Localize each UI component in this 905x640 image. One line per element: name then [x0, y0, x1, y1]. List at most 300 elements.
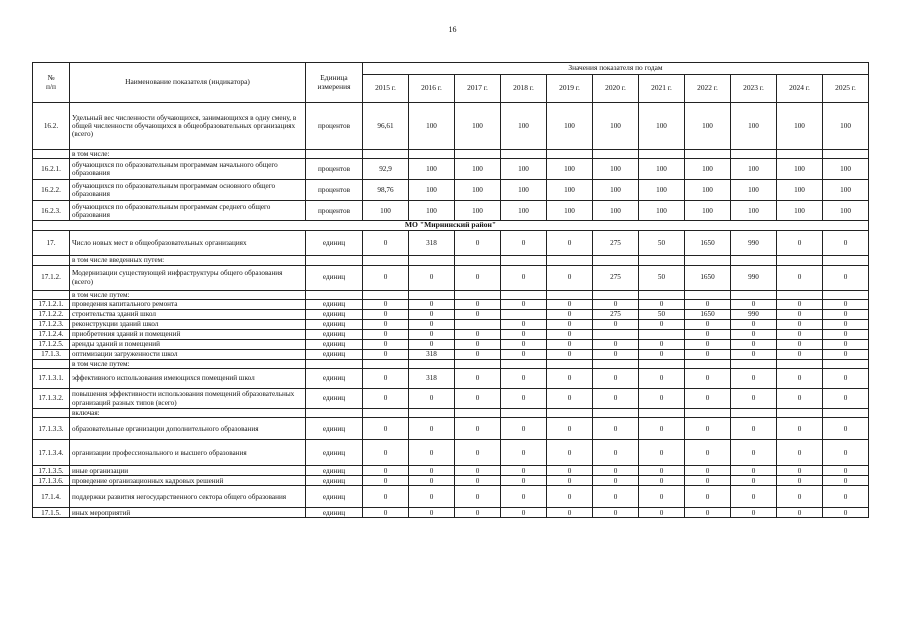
row-unit [306, 256, 363, 265]
row-value: 0 [593, 369, 639, 389]
table-row [33, 319, 869, 329]
row-value: 1650 [685, 231, 731, 256]
table-row [33, 309, 869, 319]
row-value [777, 359, 823, 368]
row-unit: единиц [306, 231, 363, 256]
row-value: 100 [639, 201, 685, 221]
row-value: 0 [823, 486, 869, 508]
row-unit: единиц [306, 486, 363, 508]
row-unit: единиц [306, 329, 363, 339]
row-value: 0 [363, 329, 409, 339]
row-name: строительства зданий школ [70, 309, 306, 319]
row-unit: единиц [306, 349, 363, 359]
row-number: 17.1.3.2. [33, 389, 70, 409]
row-name: реконструкции зданий школ [70, 319, 306, 329]
row-value: 0 [455, 329, 501, 339]
row-unit: единиц [306, 389, 363, 409]
row-value [639, 256, 685, 265]
row-unit: единиц [306, 319, 363, 329]
row-value: 0 [777, 329, 823, 339]
row-unit [306, 409, 363, 418]
row-name: в том числе путем: [70, 359, 306, 368]
row-value: 0 [547, 339, 593, 349]
row-value: 0 [501, 476, 547, 486]
row-value: 0 [823, 339, 869, 349]
row-value: 0 [409, 299, 455, 309]
row-value: 0 [639, 369, 685, 389]
row-value [685, 359, 731, 368]
row-value [501, 309, 547, 319]
row-value: 0 [409, 319, 455, 329]
table-row [33, 389, 869, 409]
row-value: 0 [501, 486, 547, 508]
row-value: 0 [455, 508, 501, 518]
row-value: 100 [685, 103, 731, 150]
row-value [455, 256, 501, 265]
row-value: 0 [363, 476, 409, 486]
row-value: 0 [685, 466, 731, 476]
row-value [593, 359, 639, 368]
row-value: 0 [363, 486, 409, 508]
row-unit: единиц [306, 418, 363, 440]
row-value: 100 [823, 180, 869, 201]
row-value: 0 [823, 349, 869, 359]
row-unit: единиц [306, 369, 363, 389]
header-year: 2022 г. [685, 75, 731, 103]
row-name: эффективного использования имеющихся помещений школ [70, 369, 306, 389]
row-value [593, 329, 639, 339]
row-number: 17. [33, 231, 70, 256]
row-value: 0 [501, 508, 547, 518]
row-unit: единиц [306, 299, 363, 309]
header-year: 2019 г. [547, 75, 593, 103]
row-value [777, 150, 823, 159]
row-value: 0 [777, 418, 823, 440]
row-value: 318 [409, 369, 455, 389]
row-unit: процентов [306, 159, 363, 180]
row-value [823, 409, 869, 418]
row-name: поддержки развития негосударственного сектора общего образования [70, 486, 306, 508]
row-value: 0 [685, 389, 731, 409]
row-unit [306, 150, 363, 159]
row-value: 0 [685, 319, 731, 329]
header-year: 2024 г. [777, 75, 823, 103]
row-value: 0 [363, 349, 409, 359]
row-value: 0 [639, 339, 685, 349]
row-name: обучающихся по образовательным программам среднего общего образования [70, 201, 306, 221]
header-year: 2023 г. [731, 75, 777, 103]
row-value: 0 [593, 339, 639, 349]
row-value [363, 150, 409, 159]
row-value: 100 [639, 103, 685, 150]
row-value: 100 [547, 103, 593, 150]
row-value: 100 [777, 201, 823, 221]
section-title: МО "Мирнинский район" [33, 221, 869, 231]
row-value: 0 [731, 299, 777, 309]
table-row [33, 369, 869, 389]
row-value: 0 [731, 476, 777, 486]
row-name: Удельный вес численности обучающихся, занимающихся в одну смену, в общей численности обучающихся в общеобразовательных организациях (всего) [70, 103, 306, 150]
row-name: в том числе введенных путем: [70, 256, 306, 265]
row-value: 0 [547, 418, 593, 440]
row-value: 0 [777, 299, 823, 309]
row-value [455, 319, 501, 329]
row-value: 100 [731, 201, 777, 221]
row-value: 0 [547, 329, 593, 339]
row-value [363, 256, 409, 265]
row-value: 0 [547, 319, 593, 329]
row-value: 275 [593, 265, 639, 290]
table-row [33, 359, 869, 368]
row-value: 0 [501, 349, 547, 359]
row-value: 0 [409, 339, 455, 349]
row-number [33, 150, 70, 159]
row-name: приобретения зданий и помещений [70, 329, 306, 339]
row-value [363, 359, 409, 368]
row-value: 990 [731, 265, 777, 290]
row-value: 0 [455, 231, 501, 256]
row-value: 0 [593, 418, 639, 440]
row-value: 96,61 [363, 103, 409, 150]
row-value: 100 [409, 180, 455, 201]
row-value: 0 [363, 231, 409, 256]
row-value: 275 [593, 309, 639, 319]
row-value: 0 [685, 486, 731, 508]
row-value: 100 [731, 159, 777, 180]
row-value [731, 409, 777, 418]
row-value [593, 256, 639, 265]
row-value: 100 [823, 103, 869, 150]
row-value: 0 [547, 369, 593, 389]
row-value: 0 [547, 466, 593, 476]
table-row [33, 339, 869, 349]
row-value: 0 [455, 309, 501, 319]
row-value: 0 [823, 329, 869, 339]
row-value: 1650 [685, 265, 731, 290]
row-value: 0 [455, 299, 501, 309]
row-value: 0 [593, 349, 639, 359]
row-value: 0 [731, 466, 777, 476]
row-value: 0 [409, 309, 455, 319]
row-value: 0 [823, 231, 869, 256]
row-value [639, 290, 685, 299]
row-value [501, 359, 547, 368]
row-value: 100 [777, 103, 823, 150]
row-value: 0 [823, 418, 869, 440]
row-name: Модернизации существующей инфраструктуры общего образования (всего) [70, 265, 306, 290]
row-value: 990 [731, 231, 777, 256]
row-value: 0 [455, 265, 501, 290]
row-value: 100 [409, 103, 455, 150]
row-value: 0 [593, 299, 639, 309]
row-value: 0 [593, 440, 639, 466]
row-value [501, 409, 547, 418]
row-value: 0 [823, 319, 869, 329]
table-row [33, 103, 869, 150]
row-value: 0 [731, 486, 777, 508]
row-value: 100 [547, 180, 593, 201]
row-value [777, 290, 823, 299]
row-value: 0 [547, 476, 593, 486]
row-unit: единиц [306, 309, 363, 319]
table-row [33, 440, 869, 466]
row-value [409, 290, 455, 299]
row-value [823, 256, 869, 265]
row-value [547, 409, 593, 418]
table-row [33, 299, 869, 309]
row-value: 0 [777, 476, 823, 486]
row-value: 0 [547, 265, 593, 290]
row-value: 100 [501, 180, 547, 201]
row-number: 17.1.3. [33, 349, 70, 359]
table-row [33, 409, 869, 418]
row-name: иных мероприятий [70, 508, 306, 518]
row-value: 318 [409, 349, 455, 359]
table-row [33, 256, 869, 265]
table-row [33, 290, 869, 299]
row-value [409, 409, 455, 418]
row-value: 50 [639, 265, 685, 290]
row-value [639, 150, 685, 159]
row-value: 0 [593, 508, 639, 518]
table-row [33, 150, 869, 159]
row-number: 17.1.4. [33, 486, 70, 508]
row-value: 0 [685, 418, 731, 440]
row-value: 0 [731, 349, 777, 359]
row-value: 0 [409, 508, 455, 518]
row-value [593, 290, 639, 299]
row-value: 100 [823, 159, 869, 180]
row-value: 100 [777, 159, 823, 180]
header-year: 2020 г. [593, 75, 639, 103]
row-value: 100 [501, 201, 547, 221]
row-value [501, 150, 547, 159]
row-unit [306, 290, 363, 299]
row-value [409, 256, 455, 265]
row-value: 318 [409, 231, 455, 256]
row-value: 0 [501, 466, 547, 476]
row-value: 98,76 [363, 180, 409, 201]
row-unit: единиц [306, 339, 363, 349]
row-value: 0 [639, 299, 685, 309]
row-value: 0 [731, 319, 777, 329]
row-value: 0 [685, 349, 731, 359]
row-number [33, 256, 70, 265]
table-row [33, 486, 869, 508]
row-number: 16.2.3. [33, 201, 70, 221]
row-value [685, 256, 731, 265]
row-value: 0 [639, 319, 685, 329]
row-value: 100 [501, 103, 547, 150]
row-value: 0 [639, 349, 685, 359]
row-number: 17.1.2.4. [33, 329, 70, 339]
row-number [33, 359, 70, 368]
header-year: 2015 г. [363, 75, 409, 103]
row-value: 0 [547, 508, 593, 518]
table-row [33, 231, 869, 256]
row-value: 0 [501, 299, 547, 309]
row-unit: процентов [306, 201, 363, 221]
row-number: 17.1.3.5. [33, 466, 70, 476]
row-value [777, 256, 823, 265]
row-value: 100 [823, 201, 869, 221]
row-value: 100 [593, 201, 639, 221]
header-num: № п/п [33, 63, 70, 103]
row-value: 0 [777, 389, 823, 409]
row-value: 0 [501, 319, 547, 329]
row-value: 100 [409, 201, 455, 221]
row-unit: единиц [306, 508, 363, 518]
row-number: 17.1.2. [33, 265, 70, 290]
row-name: проведение организационных кадровых решений [70, 476, 306, 486]
row-value: 0 [593, 389, 639, 409]
row-number: 17.1.2.5. [33, 339, 70, 349]
row-value [685, 150, 731, 159]
table-row [33, 265, 869, 290]
row-unit: процентов [306, 180, 363, 201]
table-row [33, 201, 869, 221]
row-value: 0 [731, 440, 777, 466]
row-value [363, 290, 409, 299]
row-name: аренды зданий и помещений [70, 339, 306, 349]
table-row [33, 508, 869, 518]
row-value: 0 [777, 309, 823, 319]
row-name: повышения эффективности использования помещений образовательных организаций разных типов (всего) [70, 389, 306, 409]
row-value: 0 [685, 440, 731, 466]
indicators-table [32, 62, 869, 518]
row-value: 0 [501, 369, 547, 389]
row-value: 0 [363, 265, 409, 290]
row-value: 0 [363, 508, 409, 518]
row-value [455, 290, 501, 299]
row-value: 0 [363, 389, 409, 409]
row-value [685, 290, 731, 299]
section-row [33, 221, 869, 231]
table-row [33, 418, 869, 440]
row-value: 0 [363, 440, 409, 466]
row-value: 0 [777, 265, 823, 290]
row-value: 0 [777, 440, 823, 466]
row-value [455, 359, 501, 368]
row-name: организации профессионального и высшего образования [70, 440, 306, 466]
row-value [777, 409, 823, 418]
row-value: 0 [501, 440, 547, 466]
row-name: Число новых мест в общеобразовательных организациях [70, 231, 306, 256]
row-value: 100 [731, 103, 777, 150]
row-value: 0 [823, 265, 869, 290]
row-number: 17.1.2.1. [33, 299, 70, 309]
row-value: 100 [639, 180, 685, 201]
row-value: 0 [731, 508, 777, 518]
row-value: 0 [685, 329, 731, 339]
row-value: 0 [731, 369, 777, 389]
row-value: 0 [363, 369, 409, 389]
row-value: 100 [685, 201, 731, 221]
row-value: 0 [777, 369, 823, 389]
row-value [823, 359, 869, 368]
row-value: 0 [639, 418, 685, 440]
row-value: 0 [777, 319, 823, 329]
row-value: 0 [731, 329, 777, 339]
row-number: 16.2.1. [33, 159, 70, 180]
row-value [547, 150, 593, 159]
row-value [823, 290, 869, 299]
row-value: 275 [593, 231, 639, 256]
row-name: в том числе путем: [70, 290, 306, 299]
row-value: 0 [777, 231, 823, 256]
row-name: включая: [70, 409, 306, 418]
row-value: 0 [547, 486, 593, 508]
row-value: 0 [363, 339, 409, 349]
row-unit: единиц [306, 476, 363, 486]
row-value: 100 [547, 159, 593, 180]
row-value [363, 409, 409, 418]
row-value [501, 290, 547, 299]
row-value: 0 [455, 466, 501, 476]
row-value: 0 [501, 329, 547, 339]
row-value: 0 [409, 476, 455, 486]
row-value: 0 [823, 299, 869, 309]
row-value: 0 [823, 309, 869, 319]
row-value [547, 256, 593, 265]
row-value: 0 [363, 319, 409, 329]
row-value: 100 [777, 180, 823, 201]
row-value [639, 409, 685, 418]
row-unit [306, 359, 363, 368]
row-value: 0 [501, 231, 547, 256]
row-value: 0 [409, 466, 455, 476]
row-value [639, 329, 685, 339]
row-number: 16.2. [33, 103, 70, 150]
header-year: 2025 г. [823, 75, 869, 103]
header-name: Наименование показателя (индикатора) [70, 63, 306, 103]
row-value: 100 [455, 159, 501, 180]
row-value: 0 [685, 339, 731, 349]
row-value [547, 290, 593, 299]
row-name: в том числе: [70, 150, 306, 159]
row-value: 0 [455, 349, 501, 359]
row-value: 100 [639, 159, 685, 180]
row-value [455, 150, 501, 159]
row-unit: единиц [306, 466, 363, 476]
row-value: 0 [685, 476, 731, 486]
header-values-title: Значения показателя по годам [363, 63, 869, 75]
row-value: 0 [455, 389, 501, 409]
row-value: 0 [501, 389, 547, 409]
row-value: 0 [777, 486, 823, 508]
header-year: 2018 г. [501, 75, 547, 103]
row-value [731, 150, 777, 159]
row-value [409, 150, 455, 159]
row-number: 16.2.2. [33, 180, 70, 201]
row-number: 17.1.3.4. [33, 440, 70, 466]
row-value: 0 [685, 299, 731, 309]
row-number: 17.1.3.6. [33, 476, 70, 486]
row-value: 0 [409, 265, 455, 290]
row-value [685, 409, 731, 418]
row-value: 0 [409, 329, 455, 339]
row-number: 17.1.3.1. [33, 369, 70, 389]
table-row [33, 466, 869, 476]
row-value: 0 [501, 339, 547, 349]
row-value: 0 [823, 508, 869, 518]
row-value: 50 [639, 231, 685, 256]
row-value: 0 [731, 339, 777, 349]
row-value: 0 [547, 349, 593, 359]
row-value: 100 [685, 159, 731, 180]
row-value: 0 [409, 389, 455, 409]
row-value [501, 256, 547, 265]
